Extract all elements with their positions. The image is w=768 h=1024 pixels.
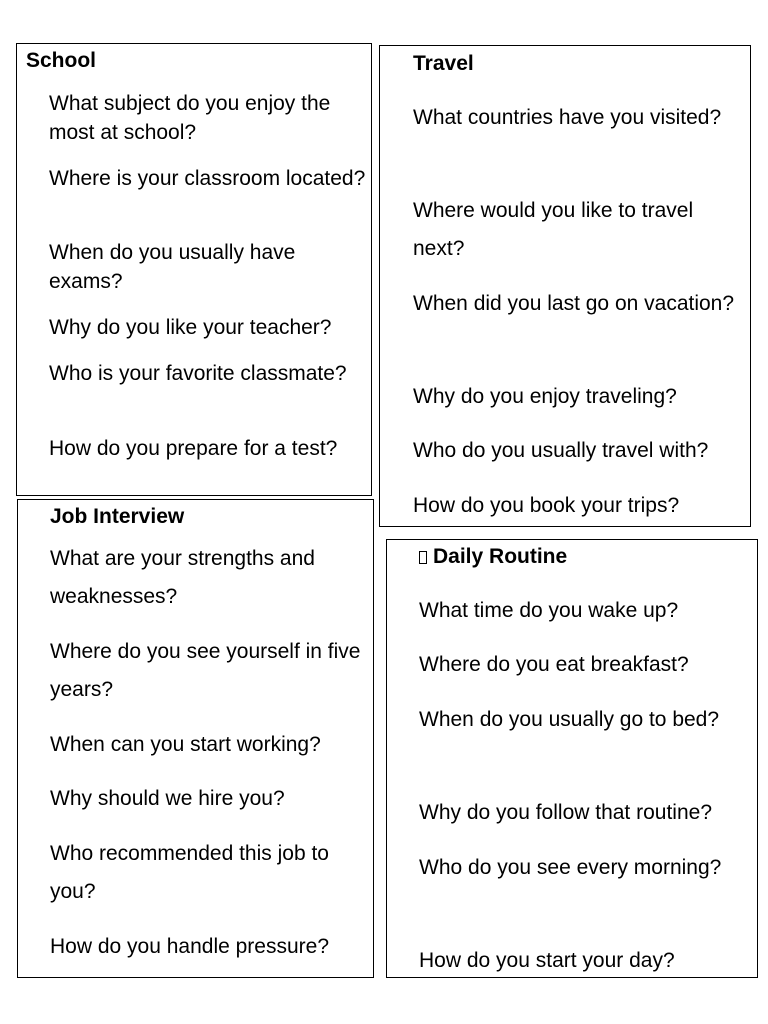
question-what: What time do you wake up? xyxy=(419,599,679,622)
card-school xyxy=(16,43,372,496)
question-why: Why should we hire you? xyxy=(50,787,285,810)
card-job-interview xyxy=(17,499,374,978)
question-how: How do you book your trips? xyxy=(413,494,680,517)
card-title-label: Daily Routine xyxy=(433,545,568,568)
question-who: Who do you usually travel with? xyxy=(413,439,709,462)
question-when: When did you last go on vacation? xyxy=(413,292,735,315)
question-who: Who do you see every morning? xyxy=(419,856,722,879)
question-when: When can you start working? xyxy=(50,733,321,756)
question-how: How do you handle pressure? xyxy=(50,935,330,958)
card-title-school: School xyxy=(26,49,97,72)
card-title-travel: Travel xyxy=(413,52,474,75)
question-why: Why do you follow that routine? xyxy=(419,801,712,824)
question-what: What are your strengths and weaknesses? xyxy=(50,547,315,608)
question-where: Where do you eat breakfast? xyxy=(419,653,689,676)
question-what: What subject do you enjoy the most at school? xyxy=(49,92,331,144)
card-daily-routine xyxy=(386,539,758,978)
question-where: Where is your classroom located? xyxy=(49,167,366,190)
question-why: Why do you enjoy traveling? xyxy=(413,385,677,408)
question-what: What countries have you visited? xyxy=(413,106,722,129)
card-title-daily-routine xyxy=(419,545,567,569)
question-how: How do you prepare for a test? xyxy=(49,437,338,460)
missing-glyph-box-icon xyxy=(419,551,427,564)
question-when: When do you usually go to bed? xyxy=(419,708,720,731)
card-title-job-interview: Job Interview xyxy=(50,505,185,528)
question-who: Who recommended this job to you? xyxy=(50,842,329,903)
question-why: Why do you like your teacher? xyxy=(49,316,332,339)
question-where: Where do you see yourself in five years? xyxy=(50,640,361,701)
question-where: Where would you like to travel next? xyxy=(413,199,694,260)
question-when: When do you usually have exams? xyxy=(49,241,296,293)
card-travel xyxy=(379,45,751,527)
question-how: How do you start your day? xyxy=(419,949,675,972)
question-who: Who is your favorite classmate? xyxy=(49,362,347,385)
